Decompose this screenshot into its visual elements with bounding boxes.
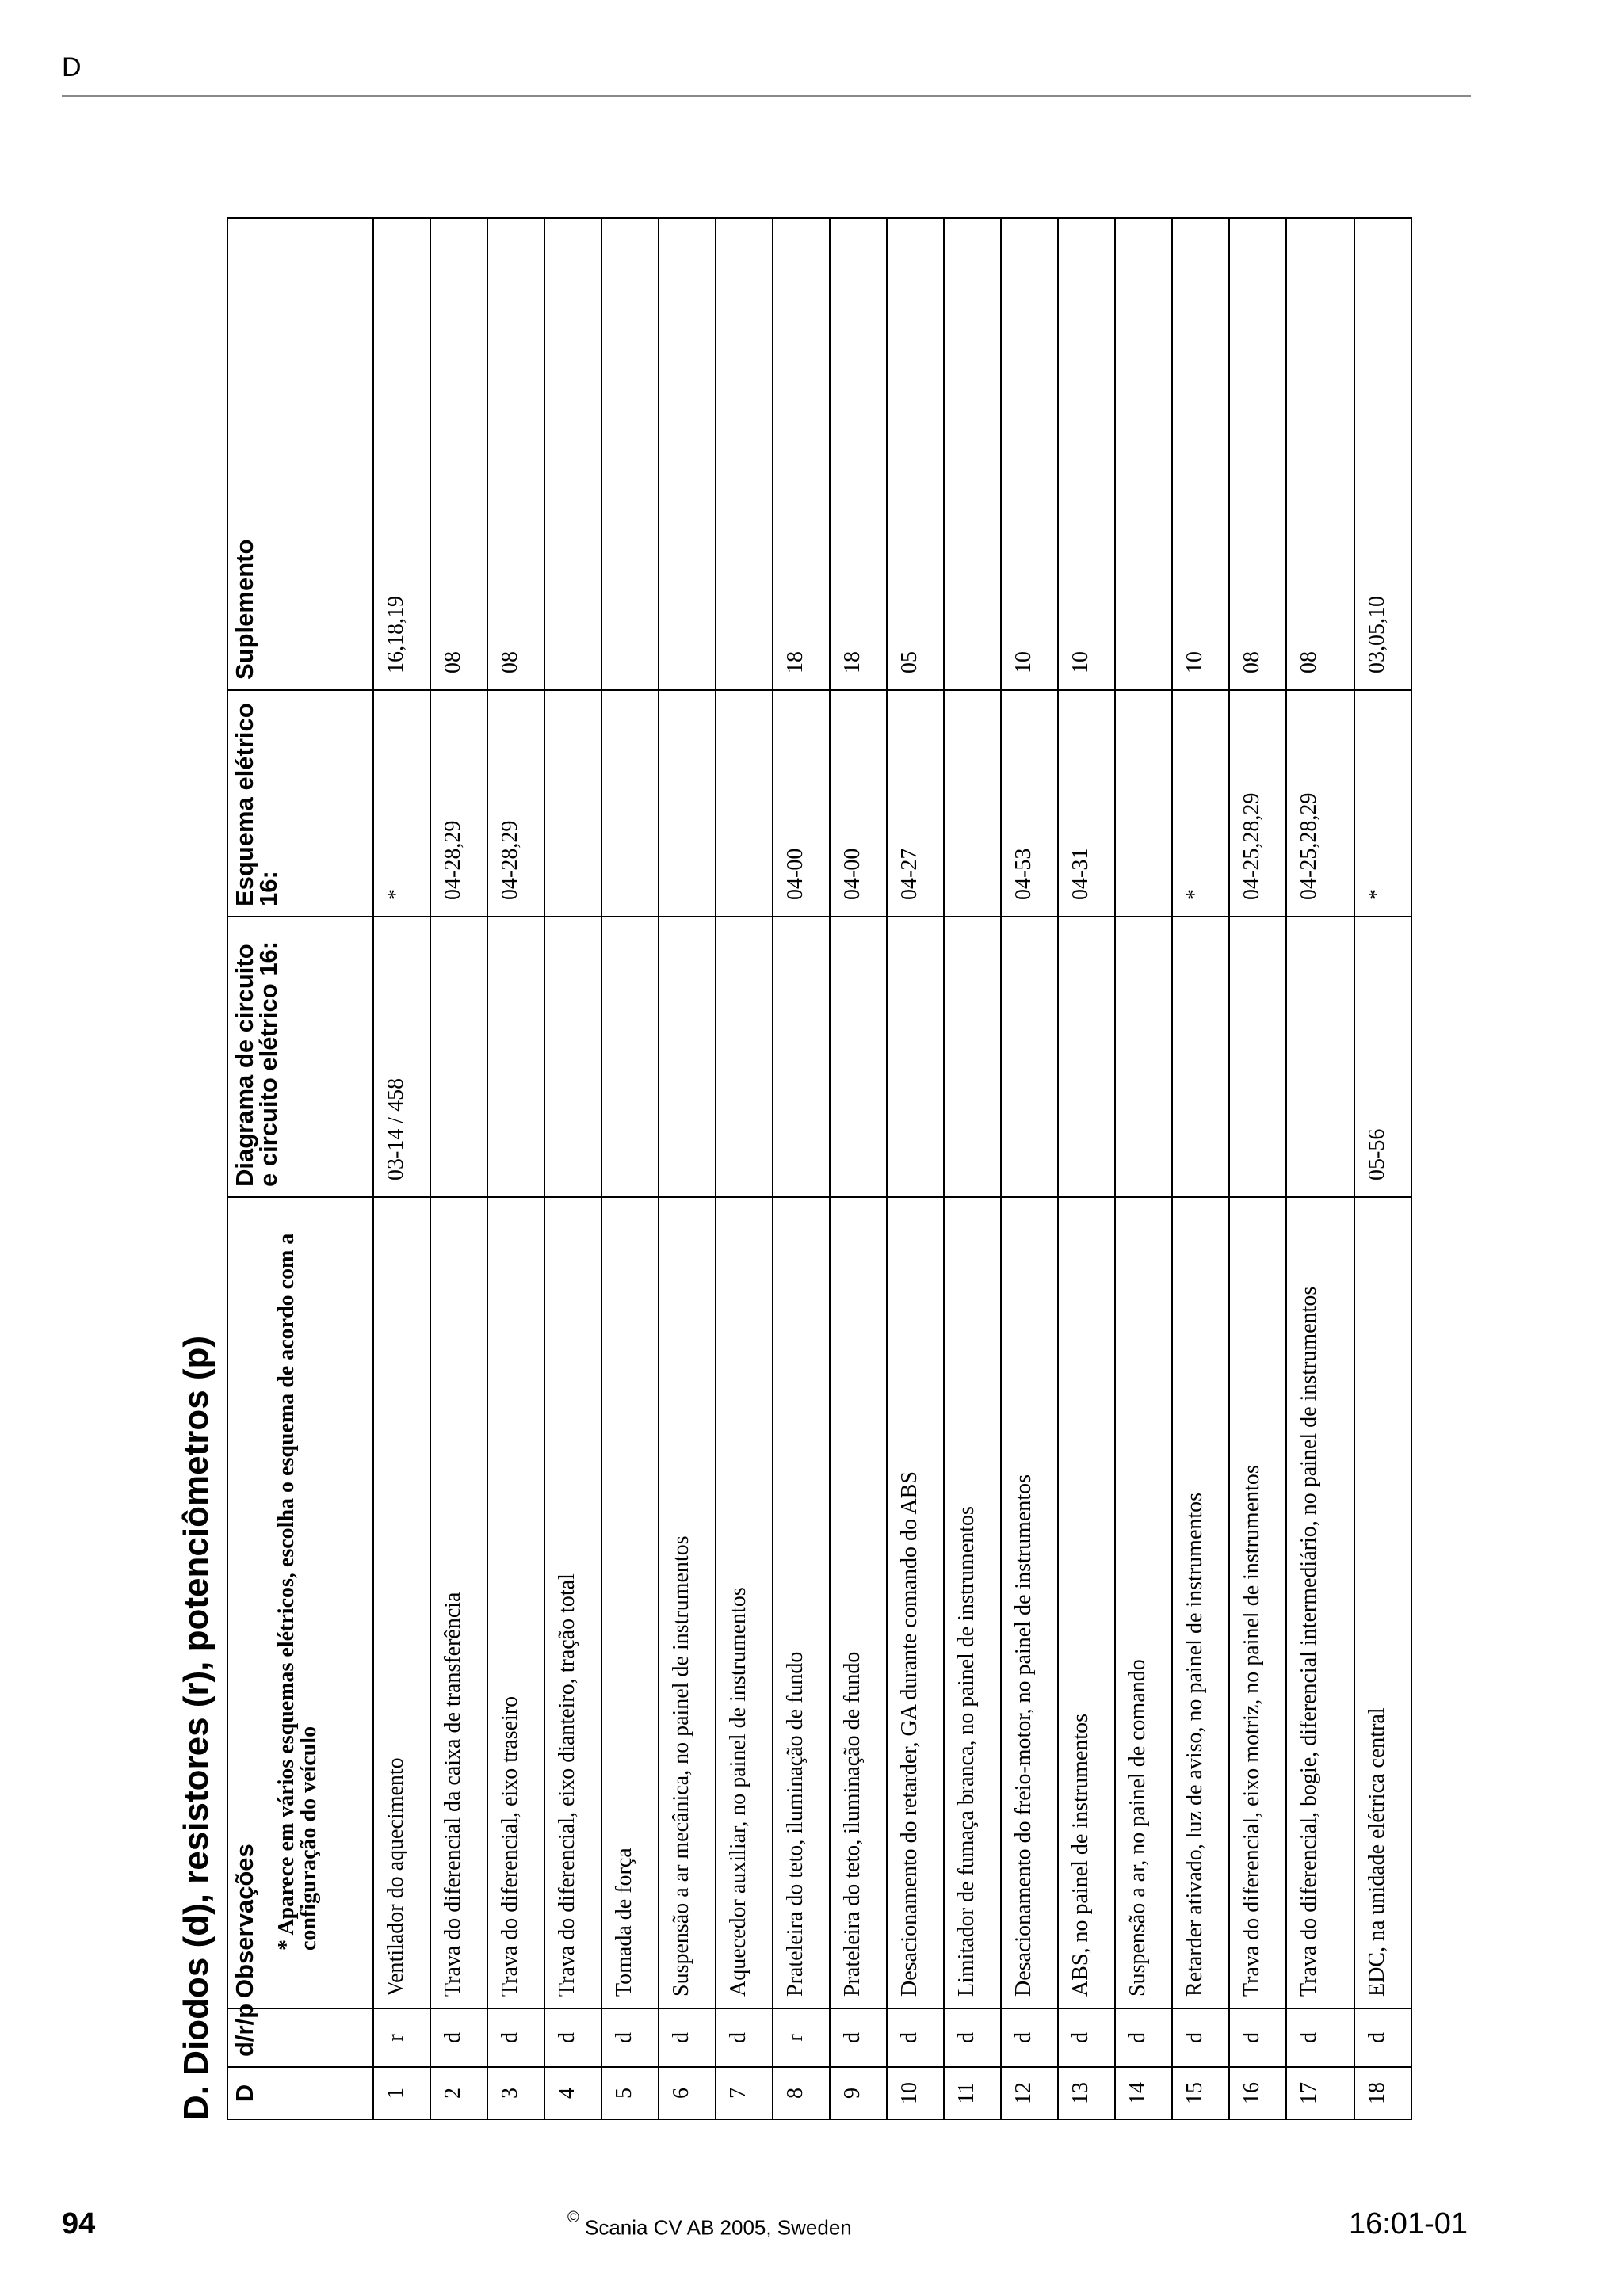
cell-suplemento <box>659 218 716 690</box>
cell-suplemento: 03,05,10 <box>1354 218 1411 690</box>
header-rule <box>62 95 1471 97</box>
cell-observacoes: Trava do diferencial da caixa de transferência <box>430 1197 487 2008</box>
cell-suplemento <box>544 218 601 690</box>
cell-esquema: 04-25,28,29 <box>1229 690 1286 917</box>
page-number: 94 <box>62 2207 96 2241</box>
cell-esquema: * <box>1354 690 1411 917</box>
cell-d: 6 <box>659 2067 716 2119</box>
cell-d: 1 <box>373 2067 430 2119</box>
cell-d: 9 <box>830 2067 887 2119</box>
cell-diagrama <box>430 917 487 1197</box>
cell-type: d <box>1286 2008 1354 2067</box>
cell-type: d <box>1172 2008 1229 2067</box>
cell-d: 3 <box>487 2067 544 2119</box>
cell-diagrama <box>659 917 716 1197</box>
cell-type: d <box>944 2008 1001 2067</box>
cell-d: 16 <box>1229 2067 1286 2119</box>
cell-observacoes: Trava do diferencial, eixo dianteiro, tração total <box>544 1197 601 2008</box>
table-row <box>659 218 716 2119</box>
cell-diagrama <box>1286 917 1354 1197</box>
table-row <box>373 218 430 2119</box>
cell-d: 8 <box>773 2067 830 2119</box>
cell-observacoes: EDC, na unidade elétrica central <box>1354 1197 1411 2008</box>
section-letter: D <box>62 52 82 82</box>
cell-type: r <box>773 2008 830 2067</box>
cell-observacoes: Prateleira do teto, iluminação de fundo <box>773 1197 830 2008</box>
cell-diagrama <box>887 917 944 1197</box>
cell-d: 12 <box>1001 2067 1058 2119</box>
cell-observacoes: Suspensão a ar mecânica, no painel de instrumentos <box>659 1197 716 2008</box>
cell-observacoes: Suspensão a ar, no painel de comando <box>1115 1197 1172 2008</box>
column-header-drp: d/r/p <box>227 2008 373 2067</box>
cell-esquema: 04-53 <box>1001 690 1058 917</box>
cell-observacoes: Trava do diferencial, eixo motriz, no painel de instrumentos <box>1229 1197 1286 2008</box>
cell-d: 18 <box>1354 2067 1411 2119</box>
cell-observacoes: Desacionamento do freio-motor, no painel de instrumentos <box>1001 1197 1058 2008</box>
cell-esquema: 04-25,28,29 <box>1286 690 1354 917</box>
cell-suplemento: 10 <box>1058 218 1115 690</box>
copyright-symbol: © <box>567 2209 579 2226</box>
cell-type: d <box>716 2008 773 2067</box>
cell-esquema: * <box>1172 690 1229 917</box>
column-header-esquema: Esquema elétrico 16: <box>227 690 373 917</box>
cell-suplemento: 18 <box>830 218 887 690</box>
cell-observacoes: ABS, no painel de instrumentos <box>1058 1197 1115 2008</box>
cell-diagrama <box>716 917 773 1197</box>
cell-type: d <box>887 2008 944 2067</box>
component-table <box>227 217 1412 2120</box>
table-row <box>830 218 887 2119</box>
cell-diagrama: 03-14 / 458 <box>373 917 430 1197</box>
cell-suplemento: 10 <box>1172 218 1229 690</box>
cell-observacoes: Aquecedor auxiliar, no painel de instrumentos <box>716 1197 773 2008</box>
table-row <box>1229 218 1286 2119</box>
column-header-diagrama: Diagrama de circuito e circuito elétrico 16: <box>227 917 373 1197</box>
cell-suplemento <box>716 218 773 690</box>
cell-d: 10 <box>887 2067 944 2119</box>
cell-type: d <box>659 2008 716 2067</box>
cell-esquema <box>544 690 601 917</box>
cell-esquema: * <box>373 690 430 917</box>
cell-diagrama <box>1172 917 1229 1197</box>
table-row <box>1001 218 1058 2119</box>
cell-type: d <box>1001 2008 1058 2067</box>
cell-diagrama <box>1115 917 1172 1197</box>
cell-type: d <box>1229 2008 1286 2067</box>
table-row <box>944 218 1001 2119</box>
cell-esquema: 04-31 <box>1058 690 1115 917</box>
cell-type: d <box>544 2008 601 2067</box>
cell-type: d <box>487 2008 544 2067</box>
table-header-row <box>227 218 373 2119</box>
cell-d: 15 <box>1172 2067 1229 2119</box>
cell-observacoes: Tomada de força <box>601 1197 659 2008</box>
cell-suplemento: 05 <box>887 218 944 690</box>
cell-type: d <box>1115 2008 1172 2067</box>
column-header-d: D <box>227 2067 373 2119</box>
table-row <box>1172 218 1229 2119</box>
cell-suplemento <box>1115 218 1172 690</box>
rotated-content <box>166 203 1442 2120</box>
cell-d: 2 <box>430 2067 487 2119</box>
cell-esquema <box>944 690 1001 917</box>
column-header-observacoes-label: Observações <box>231 1844 258 1998</box>
cell-diagrama <box>601 917 659 1197</box>
cell-d: 7 <box>716 2067 773 2119</box>
cell-diagrama <box>830 917 887 1197</box>
cell-observacoes: Desacionamento do retarder, GA durante comando do ABS <box>887 1197 944 2008</box>
table-row <box>1286 218 1354 2119</box>
cell-suplemento <box>944 218 1001 690</box>
cell-esquema <box>1115 690 1172 917</box>
cell-observacoes: Limitador de fumaça branca, no painel de instrumentos <box>944 1197 1001 2008</box>
cell-diagrama <box>1058 917 1115 1197</box>
table-row <box>887 218 944 2119</box>
cell-esquema: 04-00 <box>830 690 887 917</box>
cell-observacoes: Trava do diferencial, eixo traseiro <box>487 1197 544 2008</box>
table-row <box>773 218 830 2119</box>
cell-suplemento: 16,18,19 <box>373 218 430 690</box>
cell-diagrama <box>1001 917 1058 1197</box>
cell-type: d <box>1354 2008 1411 2067</box>
cell-observacoes: Ventilador do aquecimento <box>373 1197 430 2008</box>
cell-suplemento: 08 <box>430 218 487 690</box>
page-title: D. Diodos (d), resistores (r), potenciômetros (p) <box>177 1335 216 2120</box>
table-row <box>430 218 487 2119</box>
cell-type: r <box>373 2008 430 2067</box>
cell-suplemento: 10 <box>1001 218 1058 690</box>
cell-d: 4 <box>544 2067 601 2119</box>
cell-type: d <box>1058 2008 1115 2067</box>
cell-observacoes: Trava do diferencial, bogie, diferencial intermediário, no painel de instrumentos <box>1286 1197 1354 2008</box>
cell-diagrama <box>944 917 1001 1197</box>
cell-d: 13 <box>1058 2067 1115 2119</box>
cell-esquema <box>601 690 659 917</box>
cell-diagrama <box>1229 917 1286 1197</box>
document-code: 16:01-01 <box>1348 2207 1468 2241</box>
table-row <box>487 218 544 2119</box>
cell-suplemento: 08 <box>1286 218 1354 690</box>
cell-diagrama <box>487 917 544 1197</box>
copyright-notice <box>567 2209 852 2241</box>
table-row <box>601 218 659 2119</box>
column-header-suplemento: Suplemento <box>227 218 373 690</box>
cell-d: 17 <box>1286 2067 1354 2119</box>
table-row <box>1115 218 1172 2119</box>
cell-diagrama <box>544 917 601 1197</box>
cell-type: d <box>430 2008 487 2067</box>
table-row <box>1354 218 1411 2119</box>
copyright-text: Scania CV AB 2005, Sweden <box>584 2215 852 2240</box>
cell-suplemento: 08 <box>487 218 544 690</box>
cell-esquema <box>716 690 773 917</box>
cell-type: d <box>830 2008 887 2067</box>
cell-suplemento: 08 <box>1229 218 1286 690</box>
cell-suplemento: 18 <box>773 218 830 690</box>
cell-d: 14 <box>1115 2067 1172 2119</box>
cell-diagrama: 05-56 <box>1354 917 1411 1197</box>
cell-type: d <box>601 2008 659 2067</box>
table-row <box>1058 218 1115 2119</box>
cell-observacoes: Retarder ativado, luz de aviso, no painel de instrumentos <box>1172 1197 1229 2008</box>
cell-diagrama <box>773 917 830 1197</box>
cell-suplemento <box>601 218 659 690</box>
cell-esquema: 04-00 <box>773 690 830 917</box>
cell-esquema: 04-27 <box>887 690 944 917</box>
cell-esquema: 04-28,29 <box>487 690 544 917</box>
table-row <box>716 218 773 2119</box>
cell-observacoes: Prateleira do teto, iluminação de fundo <box>830 1197 887 2008</box>
cell-esquema <box>659 690 716 917</box>
column-header-observacoes <box>227 1197 373 2008</box>
cell-d: 11 <box>944 2067 1001 2119</box>
column-header-note: * Aparece em vários esquemas elétricos, escolha o esquema de acordo com a configuração do veículo <box>274 1233 321 1951</box>
table-row <box>544 218 601 2119</box>
cell-esquema: 04-28,29 <box>430 690 487 917</box>
cell-d: 5 <box>601 2067 659 2119</box>
